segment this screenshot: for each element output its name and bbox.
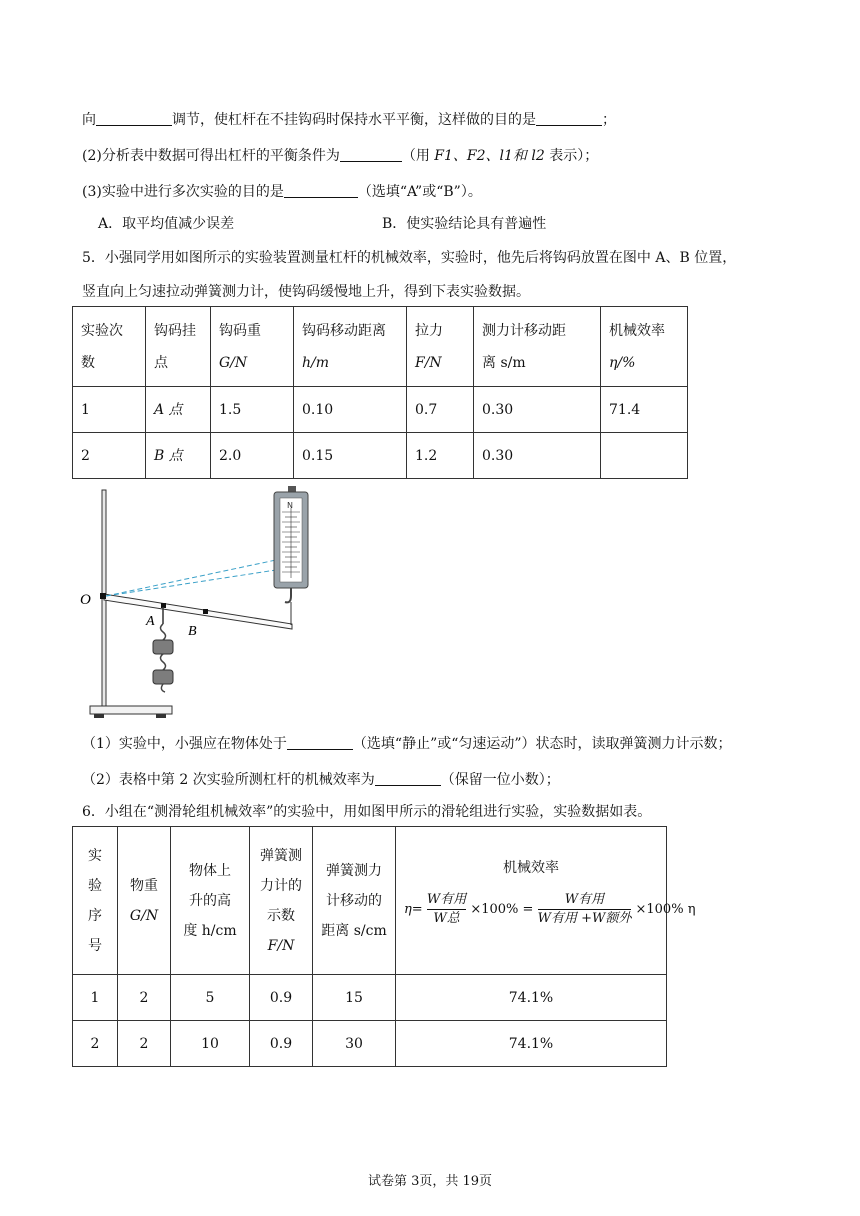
scale-unit-label: N (287, 501, 293, 510)
weight-icon (153, 670, 173, 684)
answer-blank[interactable] (536, 111, 602, 126)
pivot-point (100, 593, 106, 599)
table-cell: 74.1% (396, 975, 667, 1021)
point-b-marker (203, 609, 208, 614)
table-cell: 0.15 (294, 433, 407, 479)
q4-line3: (3)实验中进行多次实验的目的是 （选填“A”或“B”）。 (82, 184, 482, 200)
table-cell: 15 (313, 975, 396, 1021)
scale-ring (288, 486, 296, 492)
table-header-cell: 拉力 F/N (407, 307, 474, 387)
table-cell: 1 (73, 975, 118, 1021)
table-header-cell: 实 验 序 号 (73, 827, 118, 975)
table-header-cell: 钩码重 G/N (211, 307, 294, 387)
lever-bar (104, 594, 292, 629)
option-a: A．取平均值减少误差 (98, 216, 235, 232)
table-header-cell: 机械效率 η/% (601, 307, 688, 387)
table-cell: 1.2 (407, 433, 474, 479)
table-cell: 30 (313, 1021, 396, 1067)
table-cell: 0.30 (474, 387, 601, 433)
table-header-cell: 钩码挂 点 (146, 307, 211, 387)
page-footer: 试卷第 3页，共 19页 (367, 1174, 493, 1189)
table-cell: 0.30 (474, 433, 601, 479)
label-a: A (146, 614, 155, 629)
answer-blank[interactable] (284, 183, 358, 198)
answer-blank[interactable] (375, 771, 441, 786)
stand-base (90, 706, 172, 714)
q5-data-table (72, 306, 688, 479)
base-foot (94, 714, 104, 718)
table-header-cell: 物重 G/N (118, 827, 171, 975)
table-header-cell: 实验次 数 (73, 307, 146, 387)
table-cell: A 点 (146, 387, 211, 433)
q5-stem-2: 竖直向上匀速拉动弹簧测力计，使钩码缓慢地上升，得到下表实验数据。 (82, 284, 530, 300)
table-cell: 2 (73, 1021, 118, 1067)
table-cell: 2.0 (211, 433, 294, 479)
answer-blank[interactable] (96, 111, 172, 126)
lever-apparatus-figure (78, 484, 318, 726)
table-cell: 1 (73, 387, 146, 433)
option-b: B．使实验结论具有普遍性 (382, 216, 547, 232)
table-cell: 10 (171, 1021, 250, 1067)
table-cell: 0.9 (250, 1021, 313, 1067)
table-header-cell: 物体上 升的高 度 h/cm (171, 827, 250, 975)
table-header-row (73, 827, 667, 975)
table-cell: 0.10 (294, 387, 407, 433)
table-cell: B 点 (146, 433, 211, 479)
table-cell: 5 (171, 975, 250, 1021)
table-row (73, 387, 688, 433)
answer-blank[interactable] (340, 147, 402, 162)
weight-icon (153, 640, 173, 654)
table-cell: 2 (73, 433, 146, 479)
table-row (73, 1021, 667, 1067)
q4-line1: 向 调节，使杠杆在不挂钩码时保持水平平衡，这样做的目的是 ； (82, 112, 616, 128)
label-o: O (80, 592, 91, 608)
table-cell: 0.7 (407, 387, 474, 433)
table-cell: 1.5 (211, 387, 294, 433)
table-header-cell: 弹簧测 力计的 示数 F/N (250, 827, 313, 975)
dashed-line (106, 570, 276, 596)
label-b: B (188, 624, 197, 639)
q5-stem-1: 5．小强同学用如图所示的实验装置测量杠杆的机械效率，实验时，他先后将钩码放置在图中 A、B 位置， (82, 250, 737, 266)
table-row (73, 433, 688, 479)
table-cell: 71.4 (601, 387, 688, 433)
table-header-cell: 弹簧测力 计移动的 距离 s/cm (313, 827, 396, 975)
scale-hook (285, 588, 291, 602)
dashed-line (106, 560, 276, 596)
table-cell: 0.9 (250, 975, 313, 1021)
table-cell (601, 433, 688, 479)
q6-stem: 6．小组在“测滑轮组机械效率”的实验中，用如图甲所示的滑轮组进行实验，实验数据如表。 (82, 804, 652, 820)
q4-options (98, 214, 820, 234)
weight-hook (161, 624, 166, 640)
table-cell: 74.1% (396, 1021, 667, 1067)
efficiency-header-cell: 机械效率 η= W有用 W总 ×100% = W有用 W有用 +W额外 ×100% η (396, 827, 667, 975)
q5-sub1: （1）实验中，小强应在物体处于 （选填“静止”或“匀速运动”）状态时，读取弹簧测力计示数； (82, 736, 732, 752)
table-cell: 2 (118, 975, 171, 1021)
table-header-cell: 钩码移动距离 h/m (294, 307, 407, 387)
table-header-row (73, 307, 688, 387)
weight-hook (161, 654, 166, 670)
answer-blank[interactable] (287, 735, 353, 750)
q6-data-table (72, 826, 696, 1067)
q4-line2: (2)分析表中数据可得出杠杆的平衡条件为 （用 F1、F2、l1和 l2 表示）； (82, 148, 599, 164)
table-row (73, 975, 667, 1021)
weight-hook (161, 684, 165, 692)
q5-sub2: （2）表格中第 2 次实验所测杠杆的机械效率为 （保留一位小数）； (82, 772, 560, 788)
table-header-cell: 测力计移动距 离 s/m (474, 307, 601, 387)
table-cell: 2 (118, 1021, 171, 1067)
efficiency-formula: η= W有用 W总 ×100% = W有用 W有用 +W额外 ×100% η (404, 892, 696, 926)
base-foot (156, 714, 166, 718)
